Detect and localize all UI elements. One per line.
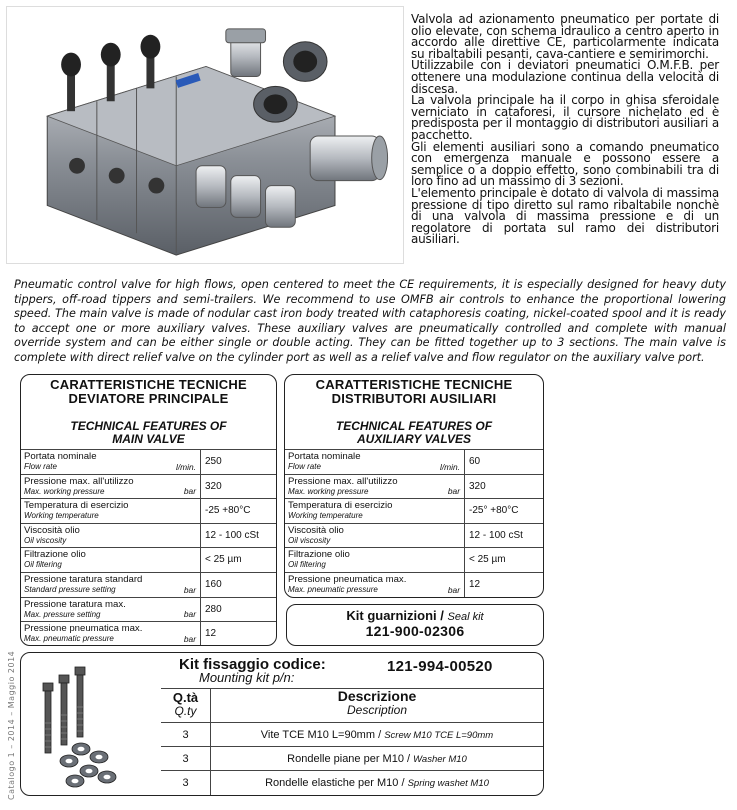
spec-unit: bar	[447, 486, 460, 497]
table-row	[21, 474, 276, 499]
spec-value: 320	[469, 480, 486, 492]
spec-label-en: Working temperature	[288, 511, 363, 521]
main-valve-spec-header	[21, 375, 276, 446]
spec-value: -25 +80°C	[205, 505, 251, 517]
item-qty: 3	[161, 771, 211, 795]
seal-kit-label	[287, 608, 543, 623]
table-row	[285, 474, 543, 499]
spec-label-it: Filtrazione olio	[288, 549, 350, 561]
aux-valve-rows	[285, 449, 543, 597]
spec-label	[285, 475, 465, 499]
spec-label-it: Temperatura di esercizio	[24, 500, 129, 512]
spec-label-en: Flow rate	[288, 462, 321, 471]
spec-label-it: Pressione pneumatica max.	[24, 623, 143, 635]
item-description-en: Washer M10	[413, 754, 467, 765]
spec-label	[285, 573, 465, 597]
table-row	[285, 449, 543, 474]
table-row	[285, 523, 543, 548]
spec-value: 280	[205, 603, 222, 615]
spec-label-it: Pressione taratura standard	[24, 573, 143, 585]
seal-kit-label-it: Kit guarnizioni	[346, 608, 437, 623]
spec-value: 12 - 100 cSt	[205, 529, 259, 541]
spec-value: 60	[469, 456, 481, 467]
main-valve-rows	[21, 449, 276, 646]
spec-label-it: Pressione taratura max.	[24, 598, 126, 610]
description-it-paragraph: L'elemento principale è dotato di valvola di massima pressione di tipo diretto sul ramo ribaltabile nonchè di una valvola di massima pressione e di un regolatore di portata sul ramo dei distributori ausiliari.	[411, 185, 719, 247]
main-valve-title-it-2: DEVIATORE PRINCIPALE	[68, 391, 229, 406]
qty-header-it: Q.tà	[172, 690, 199, 705]
table-row	[285, 498, 543, 523]
table-row	[285, 572, 543, 597]
mounting-kit-label-en: Mounting kit p/n:	[199, 670, 295, 685]
item-description-en: Spring washet M10	[407, 778, 489, 789]
aux-valve-title-it-1: CARATTERISTICHE TECNICHE	[315, 377, 513, 392]
spec-value: 12	[205, 628, 217, 640]
description-header-it: Descrizione	[337, 688, 417, 704]
spec-label-it: Pressione max. all'utilizzo	[288, 475, 398, 487]
spec-label-it: Portata nominale	[24, 451, 97, 462]
mounting-kit-code: 121-994-00520	[387, 658, 493, 675]
spec-label-it: Viscosità olio	[288, 524, 344, 536]
table-row	[161, 723, 543, 747]
spec-label	[21, 475, 201, 499]
spec-value: < 25 µm	[469, 554, 506, 566]
spec-label-en: Oil viscosity	[24, 535, 67, 545]
spec-label-en: Oil filtering	[24, 560, 62, 570]
item-qty: 3	[161, 747, 211, 770]
spec-label-en: Standard pressure setting	[24, 584, 116, 594]
spec-label	[285, 524, 465, 548]
qty-header	[161, 689, 211, 722]
seal-kit-separator: /	[440, 608, 444, 623]
table-row	[21, 523, 276, 548]
seal-kit-code: 121-900-02306	[365, 623, 465, 639]
description-english: Pneumatic control valve for high flows, open centered to meet the CE requirements, it is especially designed for heavy duty tippers, off-road tippers and semi-trailers. We recommend to use OMFB air controls to enhance the proportional lowering speed. The main valve is made of nodular cast iron body treated with cataphoresis coating, nickel-coated spool and it is ready to accept one or more auxiliary valves. These auxiliary valves are pneumatically controlled and complete with manual override system and can be either single or double acting. They can be fitted together up to 3 sections. The main valve is complete with direct relief valve on the cylinder port as well as a relief valve and flow regulator on the auxiliary valve port.	[14, 278, 726, 364]
description-header	[211, 689, 543, 722]
description-italian	[411, 14, 719, 246]
seal-kit-label-en: Seal kit	[447, 611, 484, 623]
spec-unit: bar	[447, 584, 460, 595]
spec-label-en: Flow rate	[24, 462, 57, 471]
spec-value: 250	[205, 456, 222, 467]
spec-label	[21, 548, 201, 572]
spec-value: 12	[469, 578, 481, 590]
spec-label-it: Filtrazione olio	[24, 549, 86, 561]
spec-unit: l/min.	[175, 461, 196, 472]
spec-label	[21, 598, 201, 622]
description-it-paragraph: Gli elementi ausiliari sono a comando pneumatico con emergenza manuale e possono essere a semplice o a doppio effetto, sono combinabili tra di loro fino ad un massimo di 3 sezioni.	[411, 139, 719, 189]
side-catalog-label: Catalogo 1 – 2014 – Maggio 2014	[7, 650, 16, 800]
spec-value: < 25 µm	[205, 554, 242, 566]
spec-label	[285, 450, 465, 474]
side-catalog-text	[0, 380, 16, 800]
spec-label	[285, 548, 465, 572]
spec-label	[21, 450, 201, 474]
aux-valve-title-en-2: AUXILIARY VALVES	[356, 432, 472, 446]
spec-label-it: Temperatura di esercizio	[288, 500, 393, 512]
aux-valve-spec-header	[285, 375, 543, 446]
table-row	[21, 572, 276, 597]
spec-label-en: Working temperature	[24, 511, 99, 521]
spec-unit: bar	[183, 486, 196, 497]
table-row	[161, 747, 543, 771]
spec-label-it: Pressione max. all'utilizzo	[24, 475, 134, 487]
main-valve-title-en-1: TECHNICAL FEATURES OF	[70, 419, 227, 433]
qty-header-en: Q.ty	[174, 704, 197, 718]
spec-label-it: Viscosità olio	[24, 524, 80, 536]
main-valve-title-it-1: CARATTERISTICHE TECNICHE	[50, 377, 247, 392]
spec-unit: bar	[183, 584, 196, 595]
aux-valve-title-it-2: DISTRIBUTORI AUSILIARI	[331, 391, 497, 406]
aux-valve-title-en-1: TECHNICAL FEATURES OF	[335, 419, 493, 433]
mounting-kit-label-it: Kit fissaggio codice:	[179, 656, 326, 673]
spec-label-en: Max. pressure setting	[24, 609, 101, 619]
item-description-it: Vite TCE M10 L=90mm	[260, 729, 376, 741]
table-row	[161, 771, 543, 795]
spec-value: 320	[205, 480, 222, 492]
table-row	[21, 449, 276, 474]
spec-label-en: Oil filtering	[288, 560, 326, 570]
screws-washers-image	[21, 653, 161, 796]
aux-valve-spec-table	[284, 374, 544, 598]
description-it-paragraph: Utilizzabile con i deviatori pneumatici O.M.F.B. per ottenere una modulazione continua della velocità di discesa.	[411, 58, 719, 96]
item-description: Rondelle piane per M10 / Washer M10	[287, 753, 467, 765]
item-description: Rondelle elastiche per M10 / Spring washet M10	[265, 777, 489, 789]
main-valve-title-en-2: MAIN VALVE	[112, 432, 185, 446]
spec-label	[21, 524, 201, 548]
spec-value: 12 - 100 cSt	[469, 529, 523, 541]
spec-label	[21, 622, 201, 646]
spec-value: 160	[205, 578, 222, 590]
mounting-kit-header	[161, 653, 543, 687]
mounting-kit-table	[161, 688, 543, 795]
spec-label-en: Oil viscosity	[288, 535, 331, 545]
table-row	[21, 498, 276, 523]
spec-unit: bar	[183, 609, 196, 620]
spec-label-it: Pressione pneumatica max.	[288, 573, 407, 585]
spec-label-en: Max. pneumatic pressure	[288, 584, 378, 594]
table-row	[21, 597, 276, 622]
description-header-en: Description	[346, 703, 408, 717]
main-valve-spec-table	[20, 374, 277, 646]
item-qty: 3	[161, 723, 211, 746]
table-row	[285, 547, 543, 572]
table-row	[21, 621, 276, 646]
mounting-kit-table-header	[161, 689, 543, 723]
spec-label-en: Max. working pressure	[288, 486, 369, 496]
spec-label	[21, 499, 201, 523]
seal-kit-box	[286, 604, 544, 646]
product-image	[6, 6, 404, 264]
spec-label-en: Max. working pressure	[24, 486, 105, 496]
item-description-en: Screw M10 TCE L=90mm	[384, 730, 494, 741]
spec-unit: l/min.	[439, 461, 460, 472]
description-it-paragraph: La valvola principale ha il corpo in ghisa sferoidale verniciato in cataforesi, il cursore nichelato ed è predisposta per il montaggio di distributori ausiliari a pacchetto.	[411, 93, 719, 142]
spec-label-en: Max. pneumatic pressure	[24, 634, 114, 644]
description-it-paragraph: Valvola ad azionamento pneumatico per portate di olio elevate, con schema idraulico a centro aperto in accordo alle direttive CE, particolarmente indicata su ribaltabili pesanti, cava-cantiere e semirimorchi.	[411, 12, 719, 61]
spec-value: -25° +80°C	[469, 505, 519, 517]
mounting-kit-box	[20, 652, 544, 796]
spec-unit: bar	[183, 633, 196, 644]
spec-label	[285, 499, 465, 523]
item-description: Vite TCE M10 L=90mm / Screw M10 TCE L=90mm	[260, 729, 494, 741]
table-row	[21, 547, 276, 572]
spec-label-it: Portata nominale	[288, 451, 361, 462]
spec-label	[21, 573, 201, 597]
item-description-it: Rondelle elastiche per M10	[265, 777, 399, 789]
item-description-it: Rondelle piane per M10	[287, 753, 404, 765]
